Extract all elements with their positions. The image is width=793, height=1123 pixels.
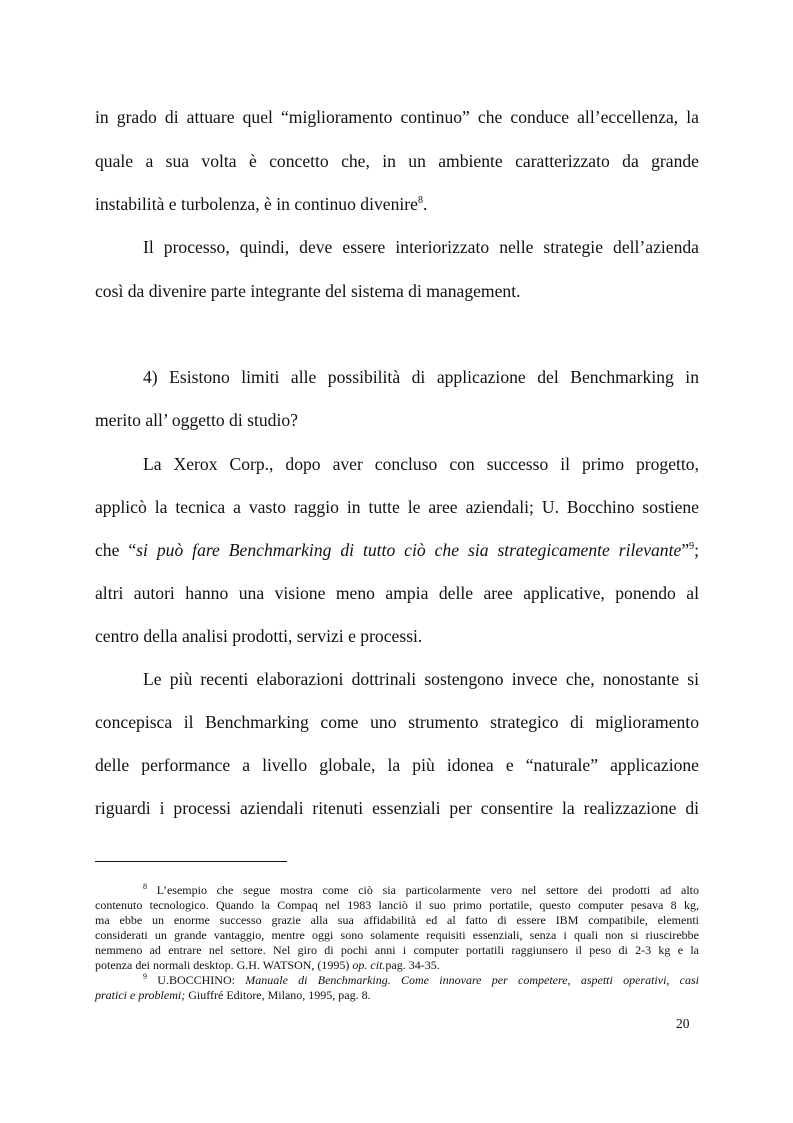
footnote-8-line: nemmeno ad entrare nel settore. Nel giro di pochi anni i computer portatili raggiunsero il peso di 2-3 kg e la bbox=[95, 943, 699, 957]
body-line: Il processo, quindi, deve essere interiorizzato nelle strategie dell’azienda bbox=[143, 237, 699, 257]
body-line: altri autori hanno una visione meno ampia delle aree applicative, ponendo al bbox=[95, 583, 699, 603]
body-line: così da divenire parte integrante del sistema di management. bbox=[95, 281, 521, 301]
body-line: 4) Esistono limiti alle possibilità di applicazione del Benchmarking in bbox=[143, 367, 699, 387]
body-line: delle performance a livello globale, la più idonea e “naturale” applicazione bbox=[95, 755, 699, 775]
body-line: riguardi i processi aziendali ritenuti essenziali per consentire la realizzazione di bbox=[95, 798, 699, 818]
footnote-9-line: pratici e problemi; Giuffré Editore, Milano, 1995, pag. 8. bbox=[95, 988, 371, 1002]
footnote-divider bbox=[95, 861, 287, 862]
footnote-ref-8[interactable]: 8 bbox=[417, 195, 423, 207]
footnote-8-line: ma ebbe un enorme successo grazie alla sua affidabilità ed al fatto di essere IBM compatibile, elementi bbox=[95, 913, 699, 927]
body-line: concepisca il Benchmarking come uno strumento strategico di miglioramento bbox=[95, 712, 699, 732]
page-number: 20 bbox=[676, 1016, 690, 1031]
body-line: in grado di attuare quel “miglioramento continuo” che conduce all’eccellenza, la bbox=[95, 107, 699, 127]
quote-italic: si può fare Benchmarking di tutto ciò che sia strategicamente rilevante bbox=[136, 540, 682, 560]
footnote-ref-9[interactable]: 9 bbox=[689, 541, 695, 553]
body-line: merito all’ oggetto di studio? bbox=[95, 410, 298, 430]
footnote-8-line: considerati un grande vantaggio, mentre oggi sono solamente requisiti essenziali, senza i quali non si riuscirebbe bbox=[95, 928, 699, 942]
body-line: Le più recenti elaborazioni dottrinali sostengono invece che, nonostante si bbox=[143, 669, 699, 689]
footnote-mark-9: 9 bbox=[143, 972, 147, 981]
footnote-9-line: $^9$ U.BOCCHINO: Manuale di Benchmarking. Come innovare per competere, aspetti operativi, casi bbox=[143, 972, 700, 987]
body-line: che “si può fare Benchmarking di tutto ciò che sia strategicamente rilevante”$^9$; bbox=[95, 540, 700, 560]
footnote-mark-8: 8 bbox=[143, 882, 147, 891]
body-line: instabilità e turbolenza, è in continuo divenire$^8$. bbox=[95, 194, 428, 214]
body-line: applicò la tecnica a vasto raggio in tutte le aree aziendali; U. Bocchino sostiene bbox=[95, 497, 699, 517]
body-line: quale a sua volta è concetto che, in un ambiente caratterizzato da grande bbox=[95, 151, 699, 171]
footnote-8-line: contenuto tecnologico. Quando la Compaq nel 1983 lanciò il suo primo portatile, questo computer pesava 8 kg, bbox=[95, 898, 699, 912]
footnote-8-line: potenza dei normali desktop. G.H. WATSON, (1995) op. cit.pag. 34-35. bbox=[95, 958, 440, 972]
body-line: La Xerox Corp., dopo aver concluso con successo il primo progetto, bbox=[143, 454, 699, 474]
body-line: centro della analisi prodotti, servizi e processi. bbox=[95, 626, 423, 646]
footnote-8-line: $^8$ L’esempio che segue mostra come ciò sia particolarmente vero nel settore dei prodotti ad alto bbox=[143, 882, 699, 897]
